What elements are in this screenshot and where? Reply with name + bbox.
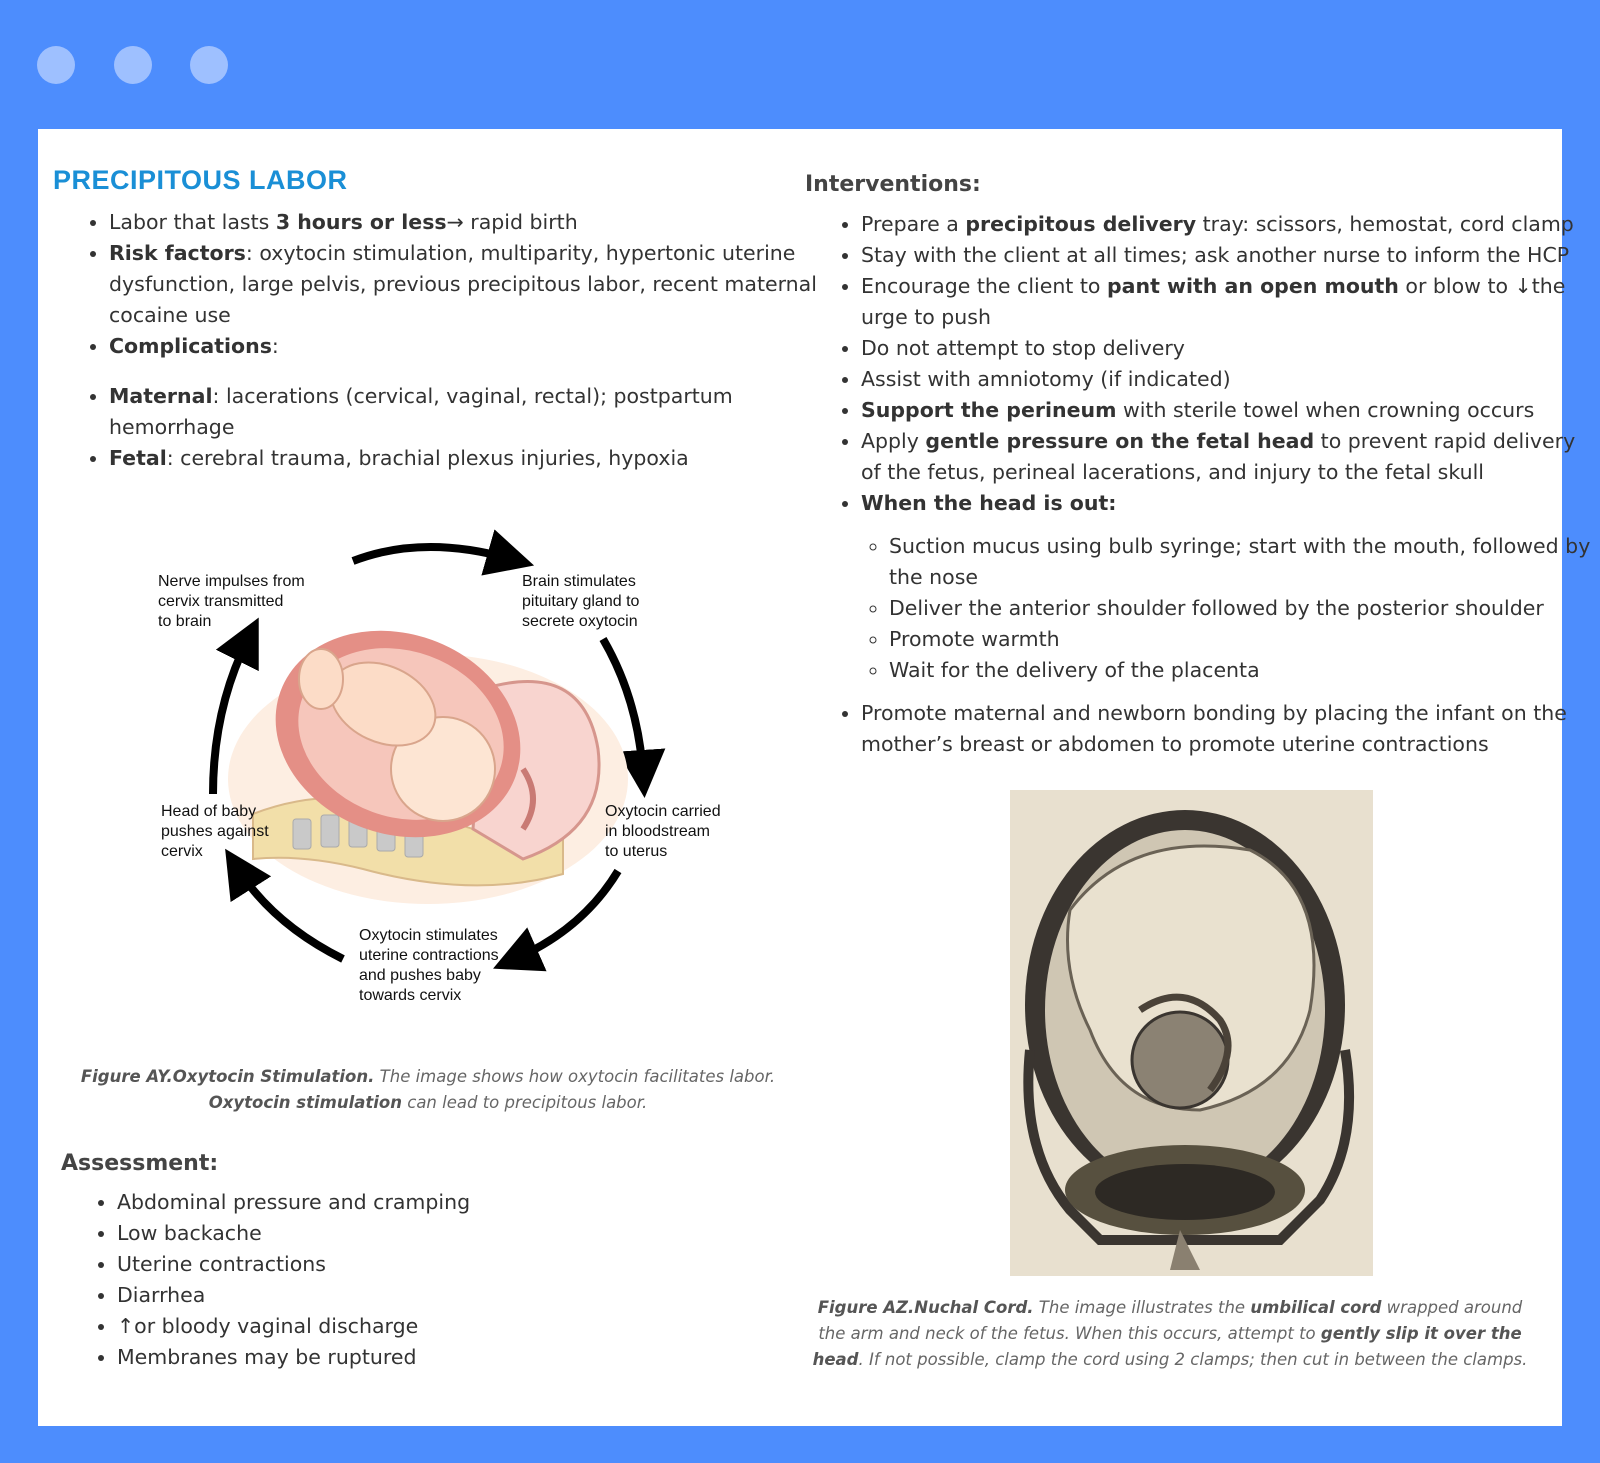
uterus-illustration <box>228 597 628 904</box>
list-item: • Support the perineum with sterile towel when crowning occurs <box>861 395 1581 426</box>
list-item: • Membranes may be ruptured <box>117 1342 817 1373</box>
label-oxytocin-stimulates <box>359 927 499 1004</box>
list-item: • Assist with amniotomy (if indicated) <box>861 364 1581 395</box>
bonding-list <box>805 698 1581 760</box>
list-item: • ↑or bloody vaginal discharge <box>117 1311 817 1342</box>
list-item: • Uterine contractions <box>117 1249 817 1280</box>
list-item: • When the head is out: <box>861 488 1581 519</box>
list-item: • Apply gentle pressure on the fetal head to prevent rapid delivery of the fetus, perineal lacerations, and injury to the fetal skull <box>861 426 1581 488</box>
window-close-dot[interactable] <box>37 46 75 84</box>
list-item: ◦ Wait for the delivery of the placenta <box>889 655 1599 686</box>
svg-text:in bloodstream: in bloodstream <box>605 823 710 840</box>
label-nerve-impulses <box>158 573 305 630</box>
assessment-list <box>61 1187 817 1373</box>
list-item: ◦ Suction mucus using bulb syringe; start with the mouth, followed by the nose <box>889 531 1599 593</box>
svg-text:Oxytocin carried: Oxytocin carried <box>605 803 721 820</box>
assessment-heading: Assessment: <box>61 1151 219 1176</box>
oxytocin-cycle-diagram <box>143 529 743 1029</box>
svg-text:pituitary gland to: pituitary gland to <box>522 593 640 610</box>
svg-text:Brain stimulates: Brain stimulates <box>522 573 636 590</box>
svg-text:to uterus: to uterus <box>605 843 668 860</box>
list-item: • Do not attempt to stop delivery <box>861 333 1581 364</box>
figure-ay-caption: Figure AY.Oxytocin Stimulation. The image shows how oxytocin facilitates labor. Oxytocin stimulation can lead to precipitous labor. <box>80 1067 776 1112</box>
page-title: PRECIPITOUS LABOR <box>53 165 348 195</box>
list-item: • Abdominal pressure and cramping <box>117 1187 817 1218</box>
svg-text:pushes against: pushes against <box>161 823 269 840</box>
svg-text:to brain: to brain <box>158 613 212 630</box>
label-oxytocin-carried <box>605 803 721 860</box>
list-item: • Fetal: cerebral trauma, brachial plexus injuries, hypoxia <box>109 443 849 474</box>
list-item: • Prepare a precipitous delivery tray: scissors, hemostat, cord clamp <box>861 209 1581 240</box>
svg-text:cervix: cervix <box>161 843 203 860</box>
svg-text:Nerve impulses from: Nerve impulses from <box>158 573 305 590</box>
interventions-list <box>805 209 1581 519</box>
nuchal-cord-illustration <box>1010 790 1373 1276</box>
window-maximize-dot[interactable] <box>190 46 228 84</box>
list-item: ◦ Deliver the anterior shoulder followed by the posterior shoulder <box>889 593 1599 624</box>
content-page <box>38 129 1591 1426</box>
svg-text:cervix transmitted: cervix transmitted <box>158 593 284 610</box>
list-item: • Stay with the client at all times; ask another nurse to inform the HCP <box>861 240 1581 271</box>
list-item: • Diarrhea <box>117 1280 817 1311</box>
complications-list <box>53 381 849 474</box>
cycle-arrow-top <box>353 547 511 561</box>
label-brain-stimulates <box>522 573 640 630</box>
svg-text:and pushes baby: and pushes baby <box>359 967 481 984</box>
list-item: ◦ Promote warmth <box>889 624 1599 655</box>
list-item: • Maternal: lacerations (cervical, vaginal, rectal); postpartum hemorrhage <box>109 381 849 443</box>
interventions-heading: Interventions: <box>805 172 981 197</box>
head-out-sublist <box>805 531 1599 686</box>
svg-text:Oxytocin stimulates: Oxytocin stimulates <box>359 927 498 944</box>
list-item: • Labor that lasts 3 hours or less→ rapid birth <box>109 207 849 238</box>
list-item: • Encourage the client to pant with an open mouth or blow to ↓the urge to push <box>861 271 1581 333</box>
list-item: • Low backache <box>117 1218 817 1249</box>
window-minimize-dot[interactable] <box>114 46 152 84</box>
svg-text:Head of baby: Head of baby <box>161 803 257 820</box>
list-item: • Complications: <box>109 331 849 362</box>
overview-list <box>53 207 849 362</box>
figure-az-caption: Figure AZ.Nuchal Cord. The image illustrates the umbilical cord wrapped around the arm and neck of the fetus. When this occurs, attempt to gently slip it over the head. If not possible, clamp the cord using 2 clamps; then cut in between the clamps. <box>812 1298 1528 1369</box>
list-item: • Promote maternal and newborn bonding by placing the infant on the mother’s breast or abdomen to promote uterine contractions <box>861 698 1581 760</box>
svg-text:secrete oxytocin: secrete oxytocin <box>522 613 638 630</box>
svg-text:uterine contractions: uterine contractions <box>359 947 499 964</box>
list-item: • Risk factors: oxytocin stimulation, multiparity, hypertonic uterine dysfunction, large pelvis, previous precipitous labor, recent maternal cocaine use <box>109 238 849 331</box>
svg-text:towards cervix: towards cervix <box>359 987 462 1004</box>
